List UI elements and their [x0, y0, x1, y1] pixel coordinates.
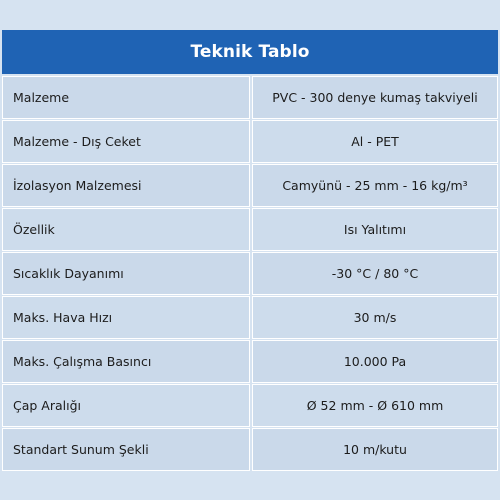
- spec-label: Malzeme: [2, 76, 250, 119]
- spec-label: Sıcaklık Dayanımı: [2, 252, 250, 295]
- spec-table-body: [2, 76, 498, 472]
- spec-value: Camyünü - 25 mm - 16 kg/m³: [252, 164, 498, 207]
- spec-label: Maks. Çalışma Basıncı: [2, 340, 250, 383]
- spec-value: 10.000 Pa: [252, 340, 498, 383]
- table-row: [2, 120, 498, 163]
- table-row: [2, 296, 498, 339]
- spec-label: Standart Sunum Şekli: [2, 428, 250, 471]
- table-row: [2, 164, 498, 207]
- spec-label: Özellik: [2, 208, 250, 251]
- table-row: [2, 252, 498, 295]
- table-row: [2, 384, 498, 427]
- spec-label: Maks. Hava Hızı: [2, 296, 250, 339]
- table-title: Teknik Tablo: [2, 30, 498, 74]
- spec-value: Al - PET: [252, 120, 498, 163]
- spec-label: Çap Aralığı: [2, 384, 250, 427]
- table-row: [2, 208, 498, 251]
- table-row: [2, 76, 498, 119]
- spec-value: 10 m/kutu: [252, 428, 498, 471]
- table-row: [2, 428, 498, 471]
- spec-label: İzolasyon Malzemesi: [2, 164, 250, 207]
- spec-value: PVC - 300 denye kumaş takviyeli: [252, 76, 498, 119]
- spec-value: -30 °C / 80 °C: [252, 252, 498, 295]
- spec-label: Malzeme - Dış Ceket: [2, 120, 250, 163]
- spec-value: 30 m/s: [252, 296, 498, 339]
- table-row: [2, 340, 498, 383]
- spec-value: Ø 52 mm - Ø 610 mm: [252, 384, 498, 427]
- spec-value: Isı Yalıtımı: [252, 208, 498, 251]
